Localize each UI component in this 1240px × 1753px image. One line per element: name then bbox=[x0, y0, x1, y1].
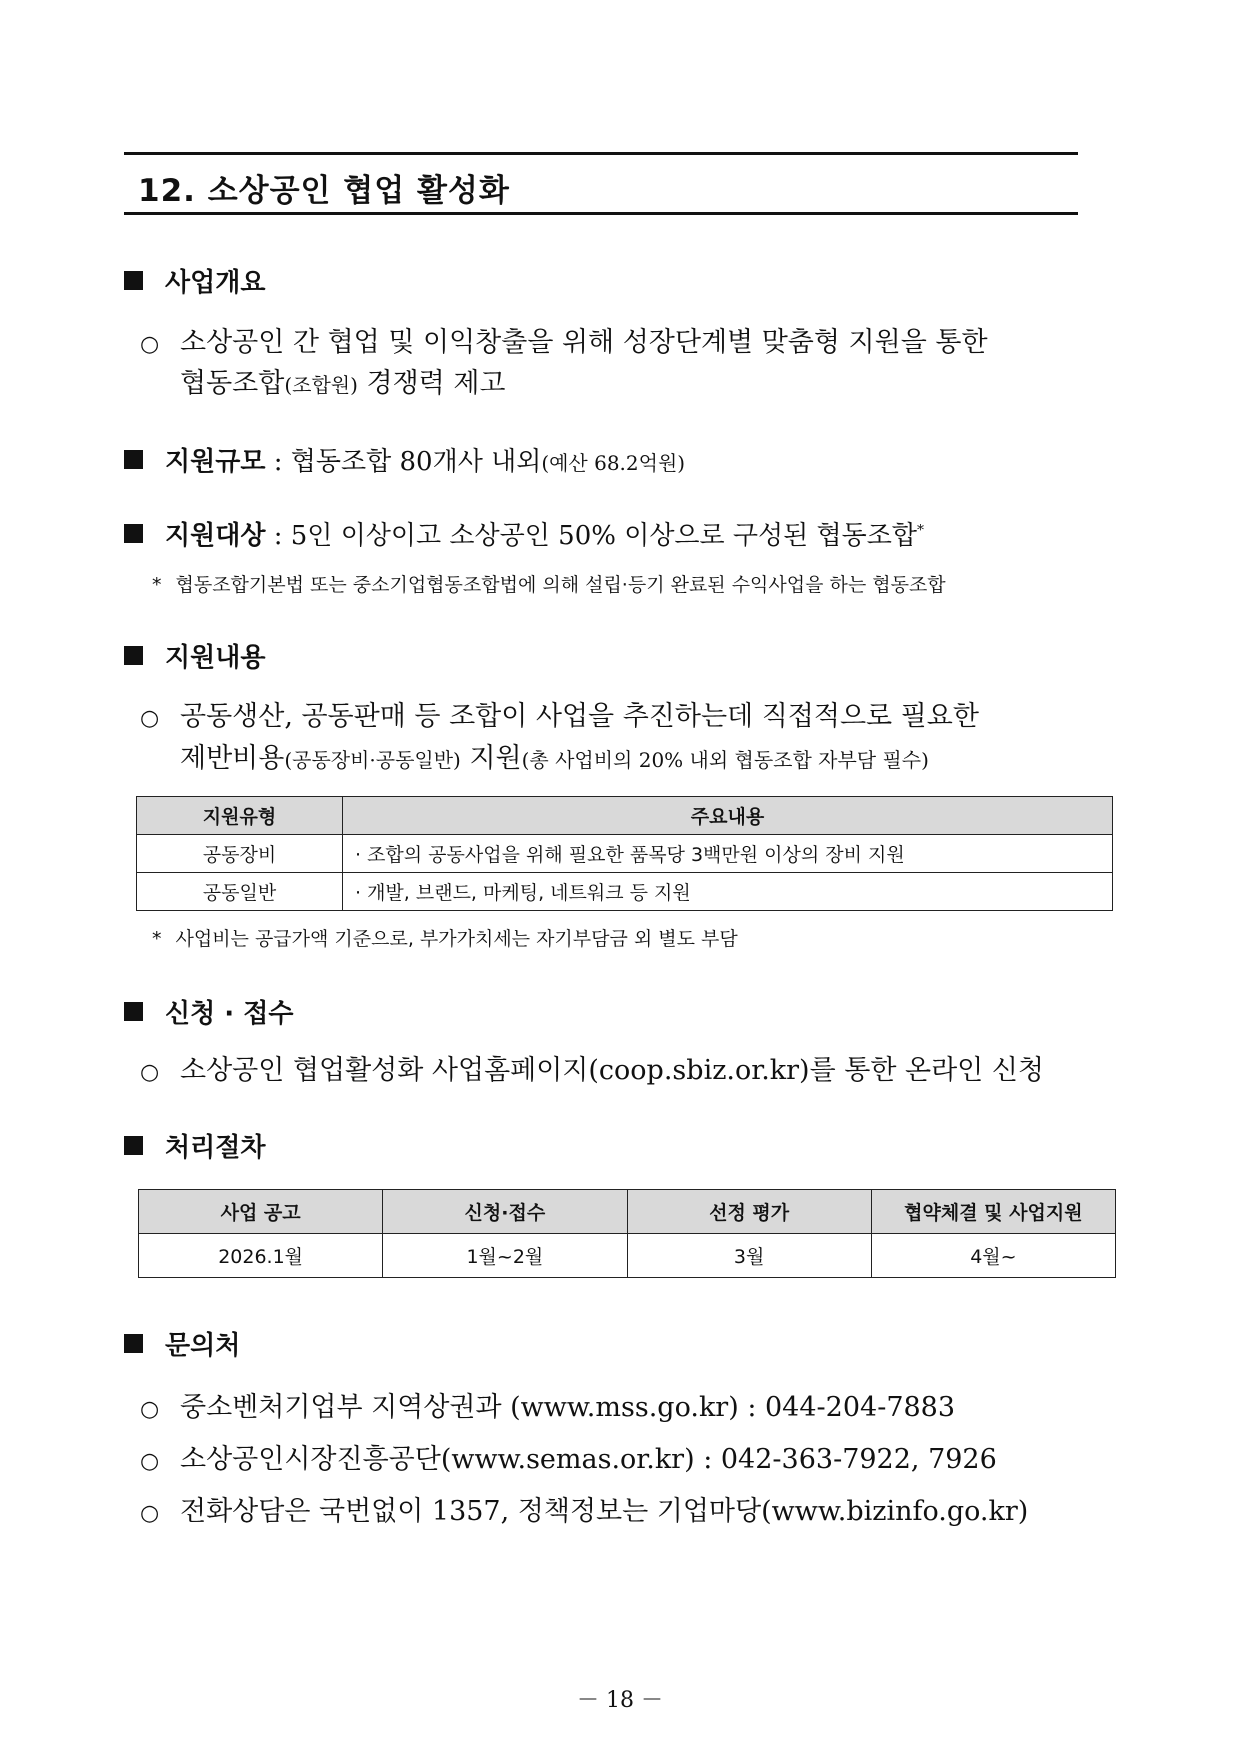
target-sep: : bbox=[265, 521, 291, 551]
contact-line-3 bbox=[140, 1489, 1028, 1528]
target-note-text: 협동조합기본법 또는 중소기업협동조합법에 의해 설립·등기 완료된 수익사업을 하는 협동조합 bbox=[175, 574, 946, 596]
overview-bullet-line2 bbox=[180, 361, 505, 400]
content-note-text: 사업비는 공급가액 기준으로, 부가가치세는 자기부담금 외 별도 부담 bbox=[175, 928, 738, 950]
table-header-cell: 사업 공고 bbox=[139, 1190, 383, 1234]
circle-bullet-icon: ○ bbox=[140, 1449, 160, 1474]
table-header-cell: 선정 평가 bbox=[627, 1190, 871, 1234]
overview-text-1: 소상공인 간 협업 및 이익창출을 위해 성장단계별 맞춤형 지원을 통한 bbox=[180, 327, 988, 358]
content-text-2a: 제반비용 bbox=[180, 743, 285, 774]
square-bullet-icon bbox=[124, 450, 143, 469]
table-cell: 1월~2월 bbox=[383, 1234, 627, 1278]
heading-label: 지원대상 bbox=[165, 521, 266, 551]
circle-bullet-icon: ○ bbox=[140, 1060, 160, 1085]
square-bullet-icon bbox=[124, 1136, 143, 1155]
target-footnote-mark: * bbox=[917, 522, 925, 539]
note-star: * bbox=[152, 928, 162, 950]
table-row bbox=[137, 835, 1113, 873]
table-header-cell: 신청·접수 bbox=[383, 1190, 627, 1234]
contact-line-1 bbox=[140, 1385, 955, 1424]
content-bullet-line2 bbox=[180, 736, 929, 775]
table-header-cell: 주요내용 bbox=[343, 797, 1113, 835]
content-bullet-line1 bbox=[140, 694, 979, 733]
square-bullet-icon bbox=[124, 1334, 143, 1353]
table-header-cell: 지원유형 bbox=[137, 797, 343, 835]
section-target-heading bbox=[124, 515, 924, 552]
table-cell: 공동장비 bbox=[137, 835, 343, 873]
heading-label: 처리절차 bbox=[165, 1133, 266, 1163]
table-cell: · 조합의 공동사업을 위해 필요한 품목당 3백만원 이상의 장비 지원 bbox=[343, 835, 1113, 873]
section-overview-heading bbox=[124, 262, 265, 299]
support-type-table bbox=[136, 796, 1113, 911]
circle-bullet-icon: ○ bbox=[140, 1397, 160, 1422]
section-content-heading bbox=[124, 637, 265, 674]
table-header-row bbox=[137, 797, 1113, 835]
contact-line-2 bbox=[140, 1437, 997, 1476]
overview-text-2-small: (조합원) bbox=[284, 373, 358, 397]
table-cell: 2026.1월 bbox=[139, 1234, 383, 1278]
overview-text-2a: 협동조합 bbox=[180, 368, 285, 399]
table-header-row bbox=[139, 1190, 1116, 1234]
heading-label: 사업개요 bbox=[165, 268, 266, 298]
overview-bullet-line1 bbox=[140, 320, 988, 359]
scale-text: 협동조합 80개사 내외 bbox=[290, 447, 542, 477]
contact-text: 소상공인시장진흥공단(www.semas.or.kr) : 042-363-7922, 7926 bbox=[180, 1444, 997, 1475]
page-title: 12. 소상공인 협업 활성화 bbox=[138, 173, 510, 209]
content-text-1: 공동생산, 공동판매 등 조합이 사업을 추진하는데 직접적으로 필요한 bbox=[180, 701, 979, 732]
table-cell: 4월~ bbox=[871, 1234, 1115, 1278]
table-row bbox=[137, 873, 1113, 911]
note-star: * bbox=[152, 574, 162, 596]
apply-bullet bbox=[140, 1048, 1044, 1087]
heading-label: 지원내용 bbox=[165, 643, 266, 673]
contact-text: 중소벤처기업부 지역상권과 (www.mss.go.kr) : 044-204-7883 bbox=[180, 1392, 956, 1423]
scale-budget: (예산 68.2억원) bbox=[541, 451, 686, 475]
section-contact-heading bbox=[124, 1325, 240, 1362]
circle-bullet-icon: ○ bbox=[140, 706, 160, 731]
heading-label: 신청 · 접수 bbox=[165, 999, 294, 1029]
table-row bbox=[139, 1234, 1116, 1278]
title-bar bbox=[124, 152, 1078, 215]
table-header-cell: 협약체결 및 사업지원 bbox=[871, 1190, 1115, 1234]
heading-label: 문의처 bbox=[165, 1331, 241, 1361]
overview-text-2b: 경쟁력 제고 bbox=[357, 368, 506, 399]
scale-sep: : bbox=[265, 447, 291, 477]
section-process-heading bbox=[124, 1127, 265, 1164]
target-note bbox=[152, 570, 946, 597]
square-bullet-icon bbox=[124, 646, 143, 665]
page-number: － 18 － bbox=[577, 1688, 663, 1713]
table-cell: · 개발, 브랜드, 마케팅, 네트워크 등 지원 bbox=[343, 873, 1113, 911]
target-text: 5인 이상이고 소상공인 50% 이상으로 구성된 협동조합 bbox=[290, 521, 918, 551]
circle-bullet-icon: ○ bbox=[140, 1501, 160, 1526]
table-cell: 3월 bbox=[627, 1234, 871, 1278]
contact-text: 전화상담은 국번없이 1357, 정책정보는 기업마당(www.bizinfo.go.kr) bbox=[180, 1496, 1029, 1527]
content-text-2a-small: (공동장비·공동일반) bbox=[284, 748, 461, 772]
square-bullet-icon bbox=[124, 271, 143, 290]
content-note bbox=[152, 924, 738, 951]
heading-label: 지원규모 bbox=[165, 447, 266, 477]
content-text-2b: 지원 bbox=[460, 743, 522, 774]
process-table bbox=[138, 1189, 1116, 1278]
apply-text: 소상공인 협업활성화 사업홈페이지(coop.sbiz.or.kr)를 통한 온라인 신청 bbox=[180, 1055, 1044, 1086]
square-bullet-icon bbox=[124, 1002, 143, 1021]
content-text-2b-small: (총 사업비의 20% 내외 협동조합 자부담 필수) bbox=[521, 748, 929, 772]
table-cell: 공동일반 bbox=[137, 873, 343, 911]
square-bullet-icon bbox=[124, 524, 143, 543]
circle-bullet-icon: ○ bbox=[140, 332, 160, 357]
section-apply-heading bbox=[124, 993, 293, 1030]
section-scale-heading bbox=[124, 441, 685, 478]
